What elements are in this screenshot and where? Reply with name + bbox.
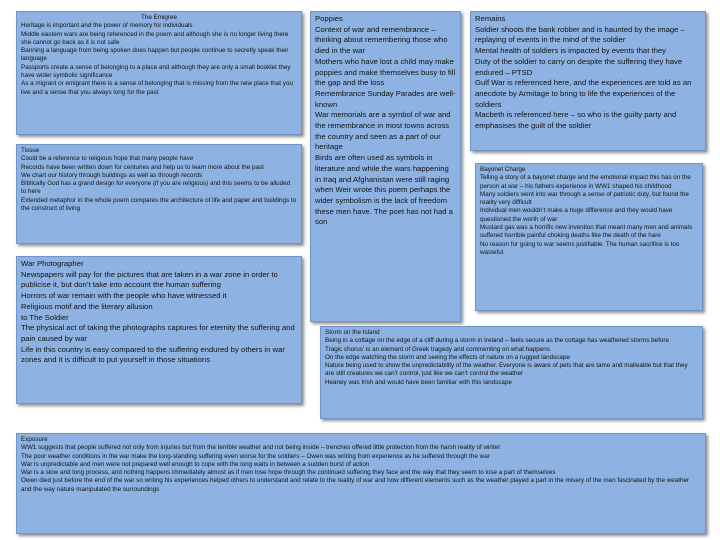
war-photographer-title: War Photographer bbox=[21, 259, 84, 268]
remains-line: Soldier shoots the bank robber and is haunted by the image – replaying of events in the mind of the soldier bbox=[475, 24, 685, 45]
bayonet-charge-line: Mustard gas was a horrific new invention that meant many men and animals suffered horrible painful choking deaths like the death of the hare bbox=[480, 224, 693, 240]
tissue-card bbox=[16, 144, 302, 244]
emigree-line: Banning a language from being spoken does happen but people continue to secretly speak their language bbox=[21, 47, 289, 63]
exposure-line: War is a slow and long process, and nothing happens immediately almost as if men lose hope through the continued suffering they face and the way that they seem to lose a part of themselves bbox=[21, 469, 556, 477]
war-photographer-card bbox=[16, 256, 302, 404]
war-photographer-line: Life in this country is easy compared to the suffering endured by others in war zones and it is difficult to put yourself in those situations bbox=[21, 344, 285, 365]
remains-line: Gulf War is referenced here, and the experiences are told as an anecdote by Armitage to bring to life the experiences of the soldiers bbox=[475, 78, 692, 109]
war-photographer-line: The physical act of taking the photographs captures for eternity the suffering and pain caused by war bbox=[21, 323, 295, 343]
poppies-line: Remembrance Sunday Parades are well-known bbox=[315, 88, 456, 109]
bayonet-charge-title: Bayonet Charge bbox=[480, 166, 526, 173]
emigree-line: Heritage is important and the power of memory for individuals bbox=[21, 22, 193, 30]
poppies-line: Birds are often used as symbols in literature and while the wars happening in Iraq and Afghanistan were still raging when Weir wrote this poem perhaps the wider symbolism is the lack of freedom these men have. The poet has not had a son bbox=[315, 153, 453, 227]
storm-on-the-island-card bbox=[320, 326, 703, 419]
emigree-card bbox=[16, 11, 302, 135]
remains-card bbox=[470, 11, 706, 151]
bayonet-charge-line: Individual men wouldn’t make a huge difference and they would have questioned the worth of war bbox=[480, 207, 673, 223]
emigree-title: The Emigree bbox=[140, 14, 178, 21]
emigree-line: Middle eastern wars are being referenced in the poem and although she is no longer living there she cannot go back as it is not safe bbox=[21, 30, 289, 46]
storm-line: Tragic chorus’ is an element of Greek tragedy and commenting on what happens bbox=[325, 345, 550, 353]
exposure-line: The poor weather conditions in the war make the long-standing suffering even worse for the soldiers – Owen was writing from experience as he suffered through the war bbox=[21, 452, 490, 460]
tissue-line: Could be a reference to religious hope that many people have bbox=[21, 155, 194, 163]
poppies-line: War memorials are a symbol of war and the remembrance in most towns across the country and seen as a part of our heritage bbox=[315, 110, 451, 152]
remains-line: Duty of the soldier to carry on despite the suffering they have endured – PTSD bbox=[475, 56, 683, 77]
storm-line: Heaney was Irish and would have been familiar with this landscape bbox=[325, 378, 512, 386]
tissue-line: Extended metaphor in the whole poem compares the architecture of life and paper and buildings to the construct of living bbox=[21, 196, 297, 213]
remains-line: Mental health of soldiers is impacted by events that they bbox=[475, 46, 667, 56]
storm-line: Nature being used to show the unpredictability of the weather. Everyone is aware of pets that are tame and malleable but that they are still creatures we can’t control, just like we can’t control the weather bbox=[325, 362, 688, 378]
war-photographer-line: to The Soldier bbox=[21, 312, 69, 322]
poppies-line: Context of war and remembrance – thinking about remembering those who died in the war bbox=[315, 24, 448, 56]
war-photographer-line: Newspapers will pay for the pictures that are taken in a war zone in order to publicise it, but don’t take into account the human suffering bbox=[21, 269, 278, 290]
exposure-title: Exposure bbox=[21, 436, 48, 443]
poppies-line: Mothers who have lost a child may make poppies and make themselves busy to fill the gap and the loss bbox=[315, 56, 456, 88]
poppies-title: Poppies bbox=[315, 14, 343, 23]
emigree-line: Passports create a sense of belonging to a place and although they are only a small booklet they have wider symbolic significance bbox=[21, 63, 291, 80]
bayonet-charge-line: Telling a story of a bayonet charge and the emotional impact this has on the person at war – his fathers experience in WW1 shaped his childhood bbox=[480, 174, 691, 190]
war-photographer-line: Religious motif and the literary allusion bbox=[21, 301, 153, 311]
tissue-line: Biblically God has a grand design for everyone (if you are religious) and this seems to be alluded to here bbox=[21, 180, 291, 196]
storm-line: Being in a cottage on the edge of a cliff during a storm in Ireland – feels secure as the cottage has weathered storms before bbox=[325, 337, 669, 345]
tissue-line: We chart our history through buildings as well as through records bbox=[21, 171, 203, 179]
bayonet-charge-line: Many soldiers went into war through a sense of patriotic duty, but found the reality very difficult bbox=[480, 190, 689, 207]
emigree-line: As a migrant or emigrant there is a sense of belonging that is missing from the new place that you live and a sense that you always long for the past bbox=[21, 80, 293, 96]
bayonet-charge-line: No reason for going to war seems justifiable. The human sacrifice is too wasteful. bbox=[480, 240, 680, 256]
bayonet-charge-card bbox=[475, 163, 703, 311]
remains-title: Remains bbox=[475, 14, 506, 23]
tissue-line: Records have been written down for centuries and help us to learn more about the past bbox=[21, 163, 264, 171]
exposure-line: War is unpredictable and men were not prepared well enough to cope with the long waits in between a sudden burst of action bbox=[21, 460, 370, 468]
poppies-card bbox=[310, 11, 461, 322]
war-photographer-line: Horrors of war remain with the people who have witnessed it bbox=[21, 291, 227, 301]
storm-line: On the edge watching the storm and seeing the effects of nature on a rugged landscape bbox=[325, 353, 570, 361]
remains-line: Macbeth is referenced here – so who is the guilty party and emphasises the guilt of the soldier bbox=[475, 110, 677, 131]
exposure-line: Owen died just before the end of the war so writing his experiences helped others to understand and relate to the reality of war and how different elements such as the weather played a part in the misery of the men fascinated by the weather and the way nature manipulated the surroundings bbox=[21, 477, 690, 493]
tissue-title: Tissue bbox=[21, 147, 40, 154]
exposure-line: WW1 suggests that people suffered not only from injuries but from the terrible weather and not being inside – trenches offered little protection from the harsh reality of winter bbox=[21, 444, 501, 452]
storm-title: Storm on the Island bbox=[325, 329, 380, 336]
exposure-card bbox=[16, 433, 706, 534]
